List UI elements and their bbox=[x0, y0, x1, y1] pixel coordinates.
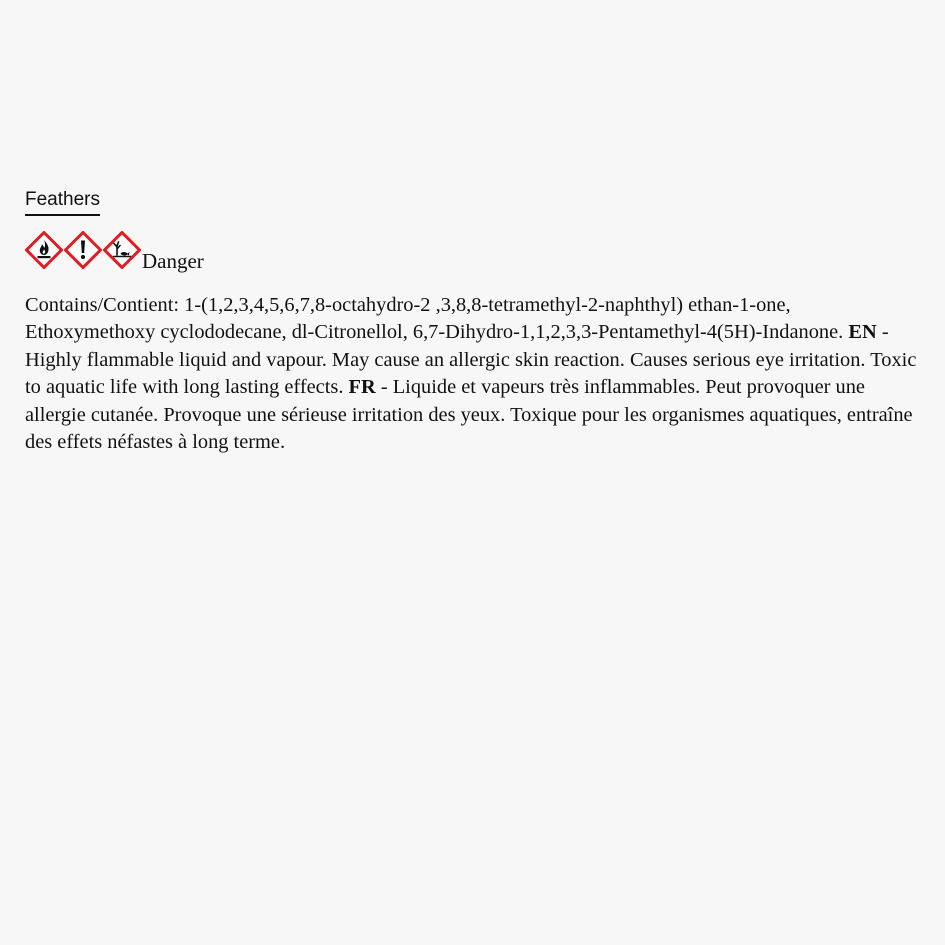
composition-text bbox=[25, 292, 920, 456]
product-name: Feathers bbox=[25, 188, 100, 216]
contains-text: Contains/Contient: 1-(1,2,3,4,5,6,7,8-octahydro-2 ,3,8,8-tetramethyl-2-naphthyl) ethan-1-one, Ethoxymethoxy cyclododecane, dl-Citronellol, 6,7-Dihydro-1,1,2,3,3-Pentamethyl-4(5H)-Indanone. bbox=[25, 294, 844, 344]
fr-hazard-text: - Liquide et vapeurs très inflammables. Peut provoquer une allergie cutanée. Provoque une sérieuse irritation des yeux. Toxique pour les organismes aquatiques, entraîne des effets néfastes à long terme. bbox=[25, 376, 913, 454]
exclamation-mark-icon bbox=[64, 231, 102, 269]
hazard-label bbox=[25, 188, 920, 456]
fr-label: FR bbox=[348, 376, 376, 399]
flame-icon bbox=[25, 231, 63, 269]
en-hazard-text: - Highly flammable liquid and vapour. May cause an allergic skin reaction. Causes serious eye irritation. Toxic to aquatic life with long lasting effects. bbox=[25, 321, 917, 399]
signal-word: Danger bbox=[142, 249, 204, 273]
en-label: EN bbox=[848, 321, 877, 344]
hazard-row bbox=[25, 230, 920, 273]
environment-icon bbox=[103, 231, 141, 269]
pictogram-group bbox=[25, 230, 142, 270]
